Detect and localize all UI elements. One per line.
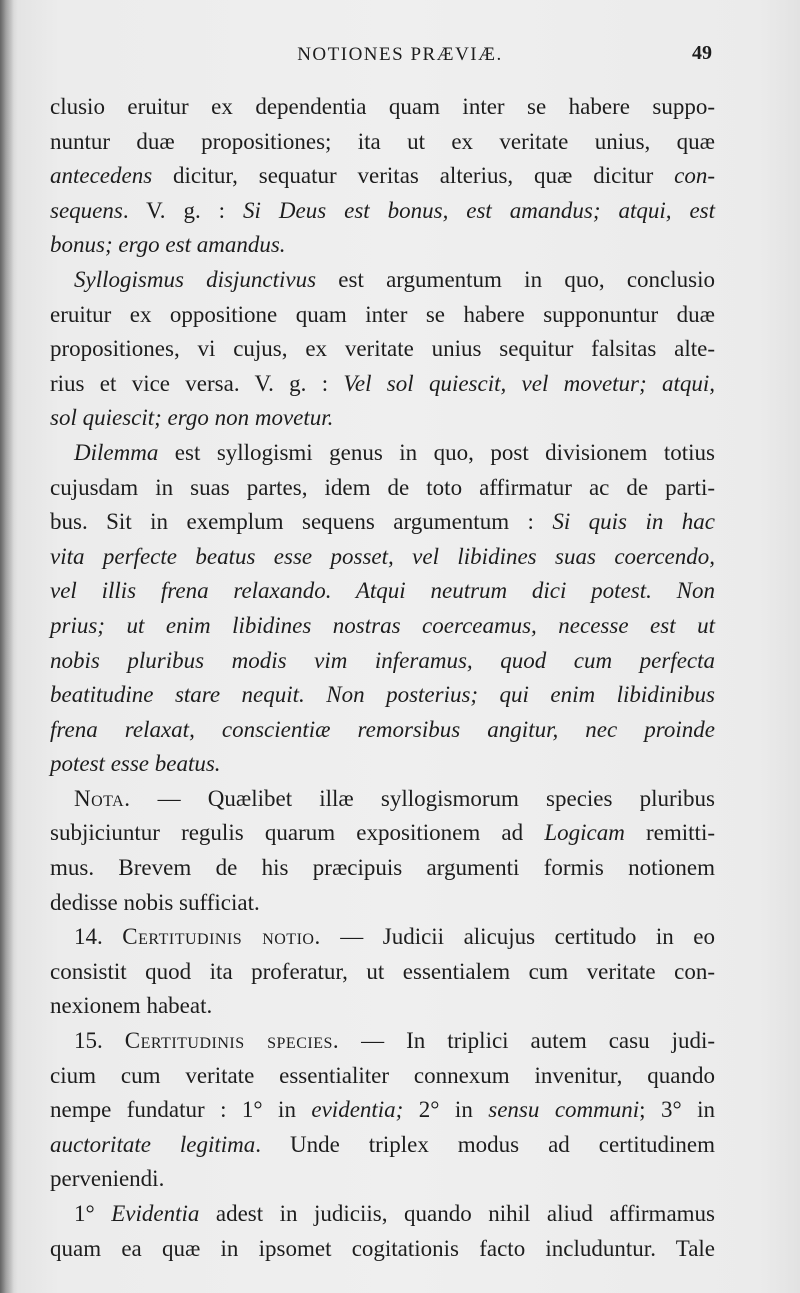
text-line	[50, 1128, 715, 1163]
text-line	[50, 505, 715, 540]
text-run: ; 3° in	[639, 1097, 715, 1123]
text-run: dedisse nobis sufficiat.	[50, 889, 260, 915]
italic-run: vel illis frena relaxando. Atqui neutrum dici potest. Non	[50, 578, 715, 604]
italic-run: beatitudine stare nequit. Non posterius; qui enim libidinibus	[50, 682, 715, 708]
text-run: . Unde triplex modus ad certitudinem	[255, 1131, 715, 1157]
text-run: eruitur ex oppositione quam inter se habere supponuntur duæ	[50, 301, 715, 327]
italic-run: sol quiescit; ergo non movetur.	[50, 405, 334, 431]
text-line	[50, 125, 715, 160]
text-run: — In triplici autem casu judi-	[339, 1028, 716, 1054]
text-run: est argumentum in quo, conclusio	[316, 266, 715, 292]
text-line	[50, 90, 715, 125]
italic-run: con-	[674, 163, 715, 189]
italic-run: Syllogismus disjunctivus	[74, 266, 317, 292]
running-head	[0, 44, 800, 74]
text-run: quam ea quæ in ipsomet cogitationis facto includuntur. Tale	[50, 1235, 715, 1261]
text-line	[50, 713, 715, 748]
small-caps-run: Nota.	[74, 785, 131, 811]
text-line	[50, 747, 715, 782]
text-run: propositiones, vi cujus, ex veritate unius sequitur falsitas alte-	[50, 336, 715, 362]
text-line	[50, 1024, 715, 1059]
text-line	[50, 228, 715, 263]
text-line	[50, 1197, 715, 1232]
text-line	[50, 540, 715, 575]
italic-run: frena relaxat, conscientiæ remorsibus angitur, nec proinde	[50, 716, 715, 742]
text-line	[50, 159, 715, 194]
italic-run: prius; ut enim libidines nostras coerceamus, necesse est ut	[50, 612, 715, 638]
text-line	[50, 298, 715, 333]
italic-run: Vel sol quiescit, vel movetur; atqui,	[343, 370, 715, 396]
text-line	[50, 574, 715, 609]
text-line	[50, 1059, 715, 1094]
text-line	[50, 1162, 715, 1197]
italic-run: sensu communi	[488, 1097, 640, 1123]
text-line	[50, 816, 715, 851]
text-line	[50, 989, 715, 1024]
text-line	[50, 609, 715, 644]
text-line	[50, 1232, 715, 1267]
text-run: 2° in	[403, 1097, 489, 1123]
text-run: perveniendi.	[50, 1166, 165, 1192]
text-line	[50, 194, 715, 229]
text-run: 14.	[74, 924, 123, 950]
text-run: dicitur, sequatur veritas alterius, quæ dicitur	[152, 163, 675, 189]
text-line	[50, 1093, 715, 1128]
italic-run: evidentia;	[311, 1097, 404, 1123]
text-run: — Quælibet illæ syllogismorum species pluribus	[130, 785, 715, 811]
text-line	[50, 401, 715, 436]
italic-run: Dilemma	[74, 439, 159, 465]
italic-run: Evidentia	[111, 1201, 200, 1226]
text-line	[50, 678, 715, 713]
italic-run: vita perfecte beatus esse posset, vel libidines suas coercendo,	[50, 543, 715, 569]
italic-run: Logicam	[544, 820, 625, 846]
text-line	[50, 644, 715, 679]
text-run: mus. Brevem de his præcipuis argumenti formis notionem	[50, 855, 715, 881]
text-run: remitti-	[624, 820, 715, 846]
text-run: est syllogismi genus in quo, post divisionem totius	[158, 439, 715, 465]
text-line	[50, 955, 715, 990]
small-caps-run: Certitudinis notio.	[122, 924, 321, 950]
italic-run: Si Deus est bonus, est amandus; atqui, est	[243, 197, 715, 223]
text-run: cujusdam in suas partes, idem de toto affirmatur ac de parti-	[50, 474, 715, 500]
text-run: nuntur duæ propositiones; ita ut ex veritate unius, quæ	[50, 128, 715, 154]
text-run: subjiciuntur regulis quarum expositionem ad	[50, 820, 545, 846]
text-line	[50, 851, 715, 886]
italic-run: potest esse beatus.	[50, 751, 221, 777]
italic-run: sequens	[50, 197, 123, 223]
text-run: nexionem habeat.	[50, 993, 213, 1019]
running-title: NOTIONES PRÆVIÆ.	[297, 44, 503, 65]
small-caps-run: Certitudinis species.	[124, 1028, 340, 1054]
text-run: bus. Sit in exemplum sequens argumentum :	[50, 509, 553, 535]
text-run: — Judicii alicujus certitudo in eo	[320, 924, 716, 950]
text-line	[50, 886, 715, 921]
italic-run: auctoritate legitima	[50, 1131, 256, 1157]
italic-run: antecedens	[50, 163, 153, 189]
text-run: 15.	[74, 1028, 125, 1054]
text-line	[50, 263, 715, 298]
text-run: nempe fundatur : 1° in	[50, 1097, 312, 1123]
text-line	[50, 920, 715, 955]
text-line	[50, 471, 715, 506]
italic-run: Si quis in hac	[552, 509, 715, 535]
gutter-shadow	[0, 0, 14, 1293]
text-run: . V. g. :	[122, 197, 244, 223]
text-run: consistit quod ita proferatur, ut essentialem cum veritate con-	[50, 958, 715, 984]
text-run: cium cum veritate essentialiter connexum invenitur, quando	[50, 1062, 715, 1088]
italic-run: bonus; ergo est amandus.	[50, 232, 286, 258]
page-number: 49	[692, 42, 712, 64]
text-run: 1°	[74, 1201, 112, 1226]
body-text	[50, 90, 715, 1266]
text-line	[50, 367, 715, 402]
text-line	[50, 332, 715, 367]
italic-run: nobis pluribus modis vim inferamus, quod cum perfecta	[50, 647, 715, 673]
text-line	[50, 782, 715, 817]
text-line	[50, 436, 715, 471]
text-run: rius et vice versa. V. g. :	[50, 370, 344, 396]
text-run: clusio eruitur ex dependentia quam inter se habere suppo-	[50, 94, 715, 119]
text-run: adest in judiciis, quando nihil aliud affirmamus	[199, 1201, 715, 1226]
